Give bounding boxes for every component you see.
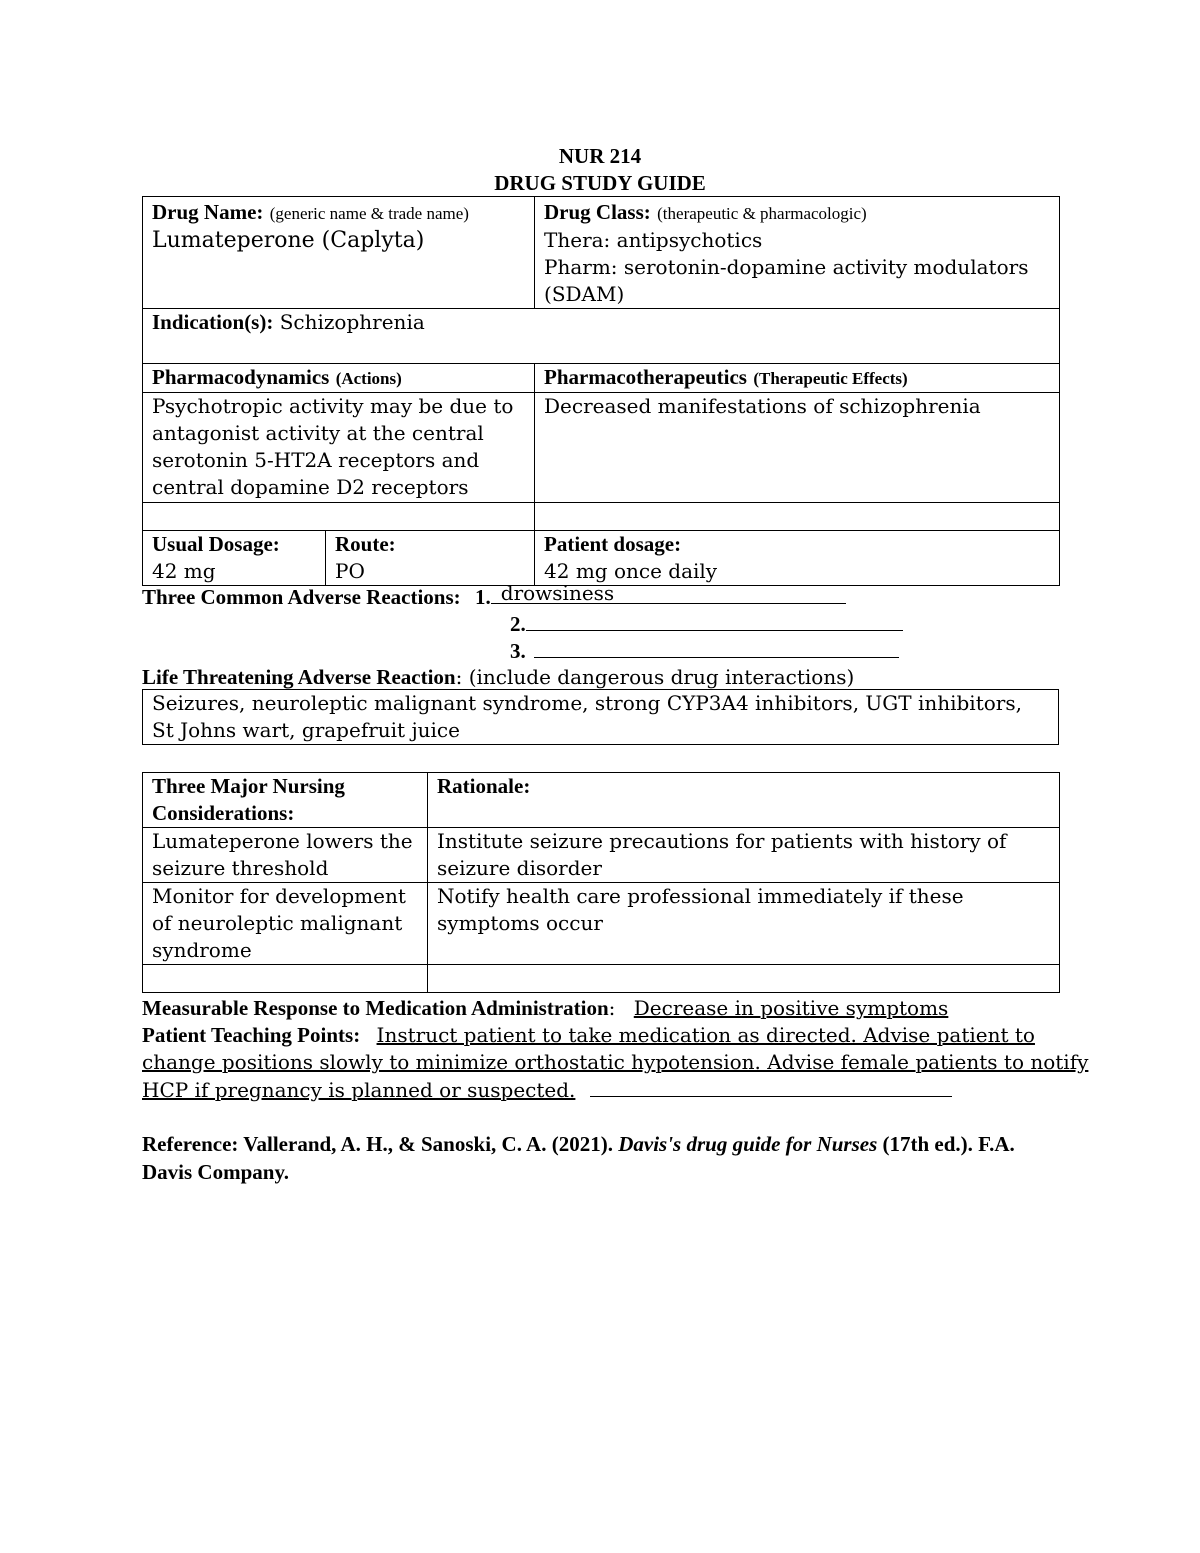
pharmacodynamics-value: Psychotropic activity may be due to antagonist activity at the central serotonin 5-HT2A receptors and central dopamine D2 receptors [143,393,535,503]
patient-dosage-value: 42 mg once daily [544,559,718,583]
route-value: PO [335,559,365,583]
drug-class-pharm: Pharm: serotonin-dopamine activity modulators (SDAM) [544,255,1029,306]
nursing-consideration-1: Lumateperone lowers the seizure threshold [143,828,428,883]
life-threatening-heading [142,664,854,691]
drug-name-cell [143,197,535,309]
usual-dosage-label: Usual Dosage: [152,532,280,556]
empty-cell [535,503,1060,531]
adverse-reactions-label: Three Common Adverse Reactions: [142,585,461,609]
nursing-row [143,828,1060,883]
drug-name-class-row [143,197,1060,309]
life-threatening-table [142,689,1059,745]
adverse-reactions-line-2 [510,610,903,638]
pharmacodynamics-header [143,364,535,393]
reference-edition: (17th ed.). F.A. Davis Company. [142,1132,1015,1184]
teaching-label: Patient Teaching Points: [142,1023,361,1047]
route-label: Route: [335,532,396,556]
drug-name-value: Lumateperone (Caplyta) [152,228,425,253]
nursing-considerations-header: Three Major Nursing Considerations: [143,773,428,828]
indication-cell [143,309,1060,364]
drug-name-hint: (generic name & trade name) [269,204,469,223]
drug-class-thera: Thera: antipsychotics [544,228,763,252]
teaching-text-3: HCP if pregnancy is planned or suspected. [142,1078,576,1102]
indication-value: Schizophrenia [279,310,425,334]
patient-dosage-label: Patient dosage: [544,532,682,556]
adverse-number-2: 2. [510,612,526,636]
measurable-response-line: Measurable Response to Medication Administration: Decrease in positive symptoms [142,996,949,1020]
pharmacotherapeutics-value: Decreased manifestations of schizophrenia [535,393,1060,503]
empty-row [143,503,1060,531]
rationale-header: Rationale: [428,773,1060,828]
teaching-line-1 [142,1022,1035,1049]
reference [142,1130,1042,1186]
usual-dosage-value: 42 mg [152,559,216,583]
life-threatening-row [143,690,1059,745]
page-title: DRUG STUDY GUIDE [494,171,706,195]
reference-label: Reference: [142,1132,239,1156]
patient-dosage-cell [535,531,1060,586]
nursing-rationale-1: Institute seizure precautions for patients with history of seizure disorder [428,828,1060,883]
adverse-reaction-1-blank [491,583,846,604]
indication-row [143,309,1060,364]
adverse-reactions-line-3 [510,637,899,665]
drug-class-label: Drug Class: [544,200,651,224]
life-threatening-label: Life Threatening Adverse Reaction [142,665,456,689]
empty-cell [143,503,535,531]
route-cell [326,531,535,586]
empty-cell [428,965,1060,993]
pharmacodynamics-label: Pharmacodynamics [152,365,330,389]
adverse-reactions-line-1 [142,583,846,611]
life-threatening-hint: : (include dangerous drug interactions) [455,665,855,689]
measurable-response-value: Decrease in positive symptoms [633,996,949,1020]
nursing-rationale-2: Notify health care professional immediately if these symptoms occur [428,883,1060,965]
teaching-text-2: change positions slowly to minimize orthostatic hypotension. Advise female patients to notify [142,1050,1089,1074]
measurable-response-label: Measurable Response to Medication Administration [142,996,609,1020]
usual-dosage-cell [143,531,326,586]
adverse-number-3: 3. [510,639,526,663]
indication-label: Indication(s): [152,310,274,334]
teaching-line-3 [142,1076,952,1104]
pharmacodynamics-hint: (Actions) [335,369,402,388]
nursing-empty-row [143,965,1060,993]
drug-name-label: Drug Name: [152,200,264,224]
adverse-reaction-3-blank [534,637,899,658]
adverse-number-1: 1. [475,585,491,609]
dosage-row [143,531,1060,586]
pharmacotherapeutics-header [535,364,1060,393]
adverse-reaction-1-value: drowsiness [500,581,615,605]
nursing-consideration-2: Monitor for development of neuroleptic malignant syndrome [143,883,428,965]
reference-authors: Vallerand, A. H., & Sanoski, C. A. (2021). [243,1132,613,1156]
empty-cell [143,965,428,993]
pharmacology-header-row [143,364,1060,393]
pharmacology-value-row [143,393,1060,503]
pharmacotherapeutics-hint: (Therapeutic Effects) [753,369,908,388]
drug-info-table [142,196,1060,586]
adverse-reaction-2-blank [526,610,903,631]
nursing-row [143,883,1060,965]
drug-class-cell [535,197,1060,309]
drug-class-hint: (therapeutic & pharmacologic) [657,204,867,223]
course-code: NUR 214 [558,144,642,168]
life-threatening-value: Seizures, neuroleptic malignant syndrome, strong CYP3A4 inhibitors, UGT inhibitors, St Johns wart, grapefruit juice [143,690,1059,745]
reference-book-title: Davis's drug guide for Nurses [618,1132,878,1156]
pharmacotherapeutics-label: Pharmacotherapeutics [544,365,747,389]
teaching-blank [590,1076,952,1097]
teaching-text-1: Instruct patient to take medication as directed. Advise patient to [376,1023,1035,1047]
nursing-considerations-table [142,772,1060,993]
nursing-header-row [143,773,1060,828]
